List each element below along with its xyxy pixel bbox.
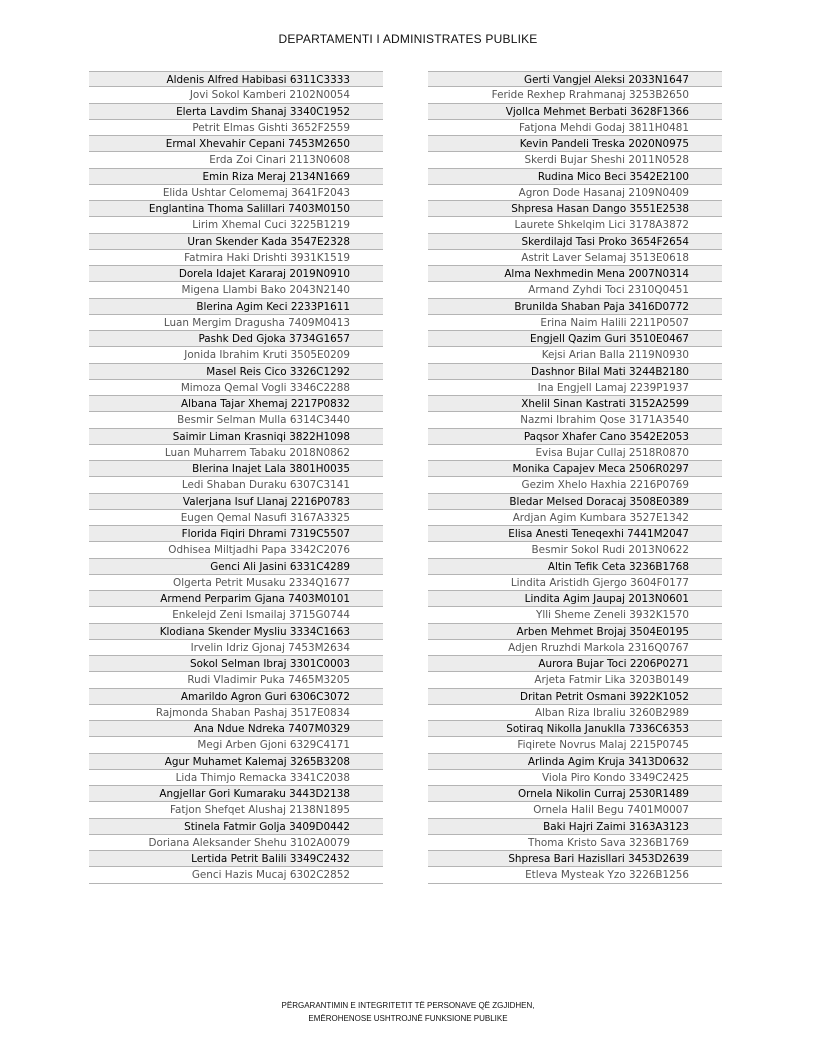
right-list-row: Arlinda Agim Kruja 3413D0632	[428, 754, 722, 770]
left-list-row: Stinela Fatmir Golja 3409D0442	[89, 819, 383, 835]
right-list-row: Fiqirete Novrus Malaj 2215P0745	[428, 737, 722, 753]
left-list-row: Megi Arben Gjoni 6329C4171	[89, 737, 383, 753]
right-list-row: Besmir Sokol Rudi 2013N0622	[428, 542, 722, 558]
left-list-row: Ana Ndue Ndreka 7407M0329	[89, 721, 383, 737]
right-list-row: Agron Dode Hasanaj 2109N0409	[428, 185, 722, 201]
left-list-row: Masel Reis Cico 3326C1292	[89, 364, 383, 380]
right-list-row: Altin Tefik Ceta 3236B1768	[428, 559, 722, 575]
left-list-row: Odhisea Miltjadhi Papa 3342C2076	[89, 542, 383, 558]
right-list-row: Ornela Nikolin Curraj 2530R1489	[428, 786, 722, 802]
footer	[0, 999, 816, 1025]
left-list-row: Agur Muhamet Kalemaj 3265B3208	[89, 754, 383, 770]
left-list-row: Albana Tajar Xhemaj 2217P0832	[89, 396, 383, 412]
right-list-row: Ina Engjell Lamaj 2239P1937	[428, 380, 722, 396]
left-list-row: Migena Llambi Bako 2043N2140	[89, 282, 383, 298]
right-list-row: Lindita Agim Jaupaj 2013N0601	[428, 591, 722, 607]
left-list-row: Petrit Elmas Gishti 3652F2559	[89, 120, 383, 136]
left-list-row: Luan Muharrem Tabaku 2018N0862	[89, 445, 383, 461]
right-list-row: Elisa Anesti Teneqexhi 7441M2047	[428, 526, 722, 542]
right-column-list	[428, 71, 722, 884]
left-list-row: Lirim Xhemal Cuci 3225B1219	[89, 217, 383, 233]
right-list-row: Ornela Halil Begu 7401M0007	[428, 802, 722, 818]
left-list-row: Doriana Aleksander Shehu 3102A0079	[89, 835, 383, 851]
left-list-row: Elerta Lavdim Shanaj 3340C1952	[89, 104, 383, 120]
right-list-row: Baki Hajri Zaimi 3163A3123	[428, 819, 722, 835]
right-list-row: Arben Mehmet Brojaj 3504E0195	[428, 624, 722, 640]
right-list-row: Lindita Aristidh Gjergo 3604F0177	[428, 575, 722, 591]
right-list-row: Viola Piro Kondo 3349C2425	[428, 770, 722, 786]
right-list-row: Monika Capajev Meca 2506R0297	[428, 461, 722, 477]
left-list-row: Besmir Selman Mulla 6314C3440	[89, 412, 383, 428]
right-list-row: Thoma Kristo Sava 3236B1769	[428, 835, 722, 851]
right-list-row: Adjen Rruzhdi Markola 2316Q0767	[428, 640, 722, 656]
left-list-row: Blerina Inajet Lala 3801H0035	[89, 461, 383, 477]
right-list-row: Laurete Shkelqim Lici 3178A3872	[428, 217, 722, 233]
left-list-row: Klodiana Skender Mysliu 3334C1663	[89, 624, 383, 640]
left-list-row: Angjellar Gori Kumaraku 3443D2138	[89, 786, 383, 802]
right-list-row: Arjeta Fatmir Lika 3203B0149	[428, 672, 722, 688]
right-list-row: Ylli Sheme Zeneli 3932K1570	[428, 607, 722, 623]
right-list-row: Etleva Mysteak Yzo 3226B1256	[428, 867, 722, 883]
left-list-row: Lertida Petrit Balili 3349C2432	[89, 851, 383, 867]
right-list-row: Xhelil Sinan Kastrati 3152A2599	[428, 396, 722, 412]
right-list-row: Vjollca Mehmet Berbati 3628F1366	[428, 104, 722, 120]
right-list-row: Astrit Laver Selamaj 3513E0618	[428, 250, 722, 266]
left-list-row: Sokol Selman Ibraj 3301C0003	[89, 656, 383, 672]
left-list-row: Rajmonda Shaban Pashaj 3517E0834	[89, 705, 383, 721]
left-list-row: Ermal Xhevahir Cepani 7453M2650	[89, 136, 383, 152]
left-list-row: Emin Riza Meraj 2134N1669	[89, 169, 383, 185]
footer-line-2: EMËROHENOSE USHTROJNË FUNKSIONE PUBLIKE	[308, 1014, 508, 1023]
left-list-row: Mimoza Qemal Vogli 3346C2288	[89, 380, 383, 396]
right-list-row: Dashnor Bilal Mati 3244B2180	[428, 364, 722, 380]
left-list-row: Rudi Vladimir Puka 7465M3205	[89, 672, 383, 688]
left-list-row: Dorela Idajet Kararaj 2019N0910	[89, 266, 383, 282]
footer-line-1: PËRGARANTIMIN E INTEGRITETIT TË PERSONAVE QË ZGJIDHEN,	[281, 1001, 535, 1010]
right-list-row: Alma Nexhmedin Mena 2007N0314	[428, 266, 722, 282]
right-list-row: Kejsi Arian Balla 2119N0930	[428, 347, 722, 363]
left-list-row: Lida Thimjo Remacka 3341C2038	[89, 770, 383, 786]
right-list-row: Paqsor Xhafer Cano 3542E2053	[428, 429, 722, 445]
left-list-row: Aldenis Alfred Habibasi 6311C3333	[89, 71, 383, 87]
left-list-row: Englantina Thoma Salillari 7403M0150	[89, 201, 383, 217]
left-list-row: Blerina Agim Keci 2233P1611	[89, 299, 383, 315]
left-list-row: Fatjon Shefqet Alushaj 2138N1895	[89, 802, 383, 818]
right-list-row: Aurora Bujar Toci 2206P0271	[428, 656, 722, 672]
right-list-row: Skerdi Bujar Sheshi 2011N0528	[428, 152, 722, 168]
left-list-row: Enkelejd Zeni Ismailaj 3715G0744	[89, 607, 383, 623]
left-list-row: Luan Mergim Dragusha 7409M0413	[89, 315, 383, 331]
right-list-row: Feride Rexhep Rrahmanaj 3253B2650	[428, 87, 722, 103]
right-list-row: Shpresa Bari Hazisllari 3453D2639	[428, 851, 722, 867]
right-list-row: Fatjona Mehdi Godaj 3811H0481	[428, 120, 722, 136]
right-list-row: Dritan Petrit Osmani 3922K1052	[428, 689, 722, 705]
left-list-row: Pashk Ded Gjoka 3734G1657	[89, 331, 383, 347]
right-list-row: Bledar Melsed Doracaj 3508E0389	[428, 494, 722, 510]
right-list-row: Gezim Xhelo Haxhia 2216P0769	[428, 477, 722, 493]
left-list-row: Fatmira Haki Drishti 3931K1519	[89, 250, 383, 266]
left-list-row: Valerjana Isuf Llanaj 2216P0783	[89, 494, 383, 510]
right-list-row: Nazmi Ibrahim Qose 3171A3540	[428, 412, 722, 428]
left-list-row: Uran Skender Kada 3547E2328	[89, 234, 383, 250]
left-list-row: Armend Perparim Gjana 7403M0101	[89, 591, 383, 607]
left-list-row: Ledi Shaban Duraku 6307C3141	[89, 477, 383, 493]
right-list-row: Alban Riza Ibraliu 3260B2989	[428, 705, 722, 721]
left-list-row: Jovi Sokol Kamberi 2102N0054	[89, 87, 383, 103]
right-list-row: Gerti Vangjel Aleksi 2033N1647	[428, 71, 722, 87]
page-title: DEPARTAMENTI I ADMINISTRATES PUBLIKE	[278, 32, 538, 46]
right-list-row: Brunilda Shaban Paja 3416D0772	[428, 299, 722, 315]
right-list-row: Sotiraq Nikolla Januklla 7336C6353	[428, 721, 722, 737]
right-list-row: Ardjan Agim Kumbara 3527E1342	[428, 510, 722, 526]
right-list-row: Armand Zyhdi Toci 2310Q0451	[428, 282, 722, 298]
left-list-row: Florida Fiqiri Dhrami 7319C5507	[89, 526, 383, 542]
left-list-row: Eugen Qemal Nasufi 3167A3325	[89, 510, 383, 526]
left-list-row: Irvelin Idriz Gjonaj 7453M2634	[89, 640, 383, 656]
left-column-list	[89, 71, 383, 884]
right-list-row: Engjell Qazim Guri 3510E0467	[428, 331, 722, 347]
left-list-row: Saimir Liman Krasniqi 3822H1098	[89, 429, 383, 445]
left-list-row: Jonida Ibrahim Kruti 3505E0209	[89, 347, 383, 363]
right-list-row: Kevin Pandeli Treska 2020N0975	[428, 136, 722, 152]
left-list-row: Amarildo Agron Guri 6306C3072	[89, 689, 383, 705]
left-list-row: Genci Ali Jasini 6331C4289	[89, 559, 383, 575]
left-list-row: Olgerta Petrit Musaku 2334Q1677	[89, 575, 383, 591]
left-list-row: Genci Hazis Mucaj 6302C2852	[89, 867, 383, 883]
left-list-row: Elida Ushtar Celomemaj 3641F2043	[89, 185, 383, 201]
right-list-row: Evisa Bujar Cullaj 2518R0870	[428, 445, 722, 461]
right-list-row: Skerdilajd Tasi Proko 3654F2654	[428, 234, 722, 250]
left-list-row: Erda Zoi Cinari 2113N0608	[89, 152, 383, 168]
right-list-row: Shpresa Hasan Dango 3551E2538	[428, 201, 722, 217]
right-list-row: Rudina Mico Beci 3542E2100	[428, 169, 722, 185]
right-list-row: Erina Naim Halili 2211P0507	[428, 315, 722, 331]
